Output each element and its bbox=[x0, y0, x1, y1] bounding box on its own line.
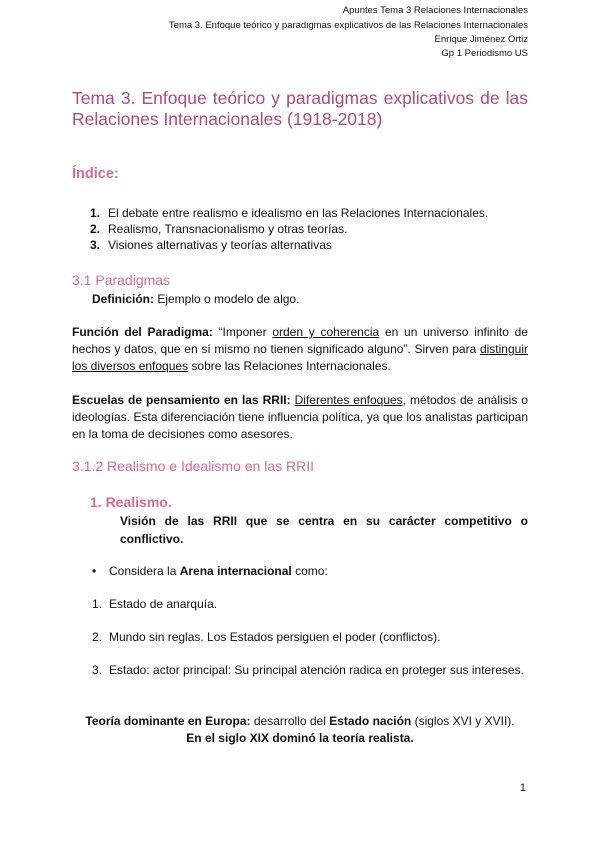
realismo-vision: Visión de las RRII que se centra en su carácter competitivo o conflictivo. bbox=[120, 514, 528, 546]
closing-bold: Estado nación bbox=[329, 714, 412, 728]
header-line-2: Tema 3. Enfoque teórico y paradigmas explicativos de las Relaciones Internacionales bbox=[168, 20, 528, 31]
index-number: 1. bbox=[90, 206, 101, 220]
list-item bbox=[92, 597, 217, 611]
index-number: 2. bbox=[90, 222, 101, 236]
index-text: Realismo, Transnacionalismo y otras teorías. bbox=[108, 222, 348, 236]
header-group: Gp 1 Periodismo US bbox=[441, 48, 528, 59]
escuelas-paragraph bbox=[72, 392, 528, 443]
index-heading: Índice: bbox=[72, 166, 119, 182]
funcion-text: en un universo infinito de hechos y datos, que en sí mismo no tienen significado alguno”. Sirven para bbox=[72, 325, 528, 356]
index-text: El debate entre realismo e idealismo en las Relaciones Internacionales. bbox=[108, 206, 489, 220]
bullet-bold: Arena internacional bbox=[179, 564, 292, 578]
index-item bbox=[90, 238, 332, 252]
list-text: Estado de anarquía. bbox=[109, 597, 218, 611]
list-item bbox=[92, 663, 524, 677]
bullet-text: Considera la bbox=[109, 564, 180, 578]
escuelas-label: Escuelas de pensamiento en las RRII: bbox=[72, 393, 291, 407]
bullet-marker: • bbox=[92, 564, 97, 578]
list-number: 1. bbox=[92, 597, 103, 611]
definition-text: Ejemplo o modelo de algo. bbox=[154, 292, 300, 306]
title-line-2: Relaciones Internacionales (1918-2018) bbox=[72, 109, 383, 129]
closing-line-2: En el siglo XIX dominó la teoría realista. bbox=[186, 731, 414, 745]
list-number: 3. bbox=[92, 663, 103, 677]
funcion-text: “Imponer bbox=[212, 325, 273, 339]
header-author: Enrique Jiménez Ortiz bbox=[434, 34, 528, 45]
funcion-underlined: distinguir los diversos enfoques bbox=[72, 342, 528, 373]
funcion-paragraph bbox=[72, 324, 528, 375]
header-line-1: Apuntes Tema 3 Relaciones Internacionales bbox=[342, 5, 528, 16]
list-text: Estado: actor principal: Su principal atención radica en proteger sus intereses. bbox=[109, 663, 524, 677]
closing-bold: Teoría dominante en Europa: bbox=[85, 714, 251, 728]
document-title bbox=[72, 88, 528, 130]
funcion-text: sobre las Relaciones Internacionales. bbox=[188, 359, 391, 373]
section-heading-3-1-2: 3.1.2 Realismo e Idealismo en las RRII bbox=[72, 458, 314, 474]
closing-line-1 bbox=[72, 712, 528, 730]
index-number: 3. bbox=[90, 238, 101, 252]
definition bbox=[92, 292, 299, 306]
page-number: 1 bbox=[519, 782, 526, 794]
funcion-label: Función del Paradigma: bbox=[72, 325, 213, 339]
bullet-item bbox=[92, 564, 328, 578]
index-text: Visiones alternativas y teorías alternativas bbox=[108, 238, 332, 252]
bullet-text: como: bbox=[291, 564, 328, 578]
list-number: 2. bbox=[92, 630, 103, 644]
index-item bbox=[90, 222, 347, 236]
closing-text: (siglos XVI y XVII). bbox=[411, 714, 515, 728]
closing-text: desarrollo del bbox=[250, 714, 330, 728]
definition-label: Definición: bbox=[92, 292, 154, 306]
escuelas-underlined: Diferentes enfoques bbox=[294, 393, 403, 407]
section-heading-3-1: 3.1 Paradigmas bbox=[72, 272, 171, 288]
index-item bbox=[90, 206, 488, 220]
escuelas-text: , métodos de análisis o ideologías. Esta diferenciación tiene influencia política, ya que los analistas participan en la toma de decisiones como asesores. bbox=[72, 393, 528, 441]
realismo-heading: 1. Realismo. bbox=[90, 494, 172, 510]
funcion-underlined: orden y coherencia bbox=[272, 325, 380, 339]
list-text: Mundo sin reglas. Los Estados persiguen el poder (conflictos). bbox=[109, 630, 441, 644]
list-item bbox=[92, 630, 441, 644]
title-line-1: Tema 3. Enfoque teórico y paradigmas explicativos de las bbox=[72, 88, 528, 108]
